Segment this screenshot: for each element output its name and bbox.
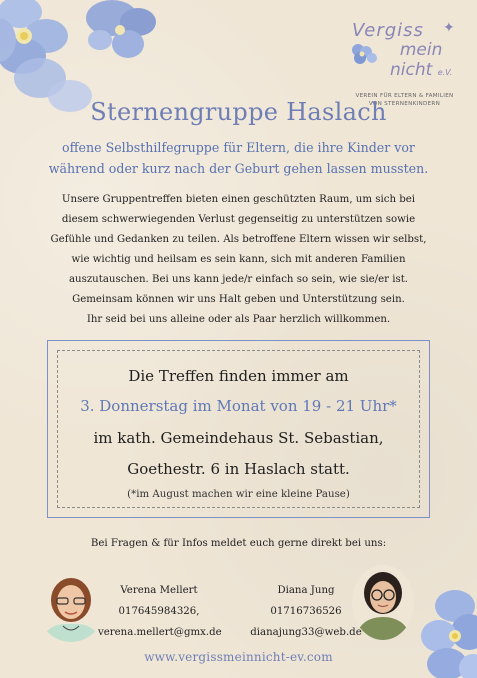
logo-subtitle-2: VON STERNENKINDERN: [368, 101, 441, 107]
contact-photo-verena: [37, 570, 105, 642]
logo-subtitle-1: VEREIN FÜR ELTERN & FAMILIEN: [355, 93, 454, 99]
description-line: Gefühle und Gedanken zu teilen. Als betroffene Eltern wissen wir selbst,: [50, 234, 427, 245]
logo-word-nicht: nicht: [390, 60, 433, 80]
contact-diana: [250, 580, 362, 643]
description-paragraph: [30, 190, 447, 330]
meeting-line-address: Goethestr. 6 in Haslach statt.: [127, 460, 350, 478]
forget-me-not-flower-icon: [407, 588, 477, 678]
page-title: Sternengruppe Haslach: [90, 98, 387, 126]
contact-name: Diana Jung: [277, 585, 335, 596]
logo-suffix: e.V.: [437, 68, 453, 77]
logo-word-mein: mein: [399, 40, 443, 60]
meeting-line-intro: Die Treffen finden immer am: [128, 367, 349, 385]
meeting-line-venue: im kath. Gemeindehaus St. Sebastian,: [93, 429, 384, 447]
meeting-line-time: 3. Donnerstag im Monat von 19 - 21 Uhr*: [80, 397, 397, 415]
contact-intro: Bei Fragen & für Infos meldet euch gerne direkt bei uns:: [90, 538, 387, 549]
meeting-note: (*im August machen wir eine kleine Pause): [127, 489, 350, 500]
description-line: diesem schwerwiegenden Verlust gegenseitig zu unterstützen sowie: [61, 214, 416, 225]
organization-logo: [342, 20, 467, 108]
description-line: Gemeinsam können wir uns Halt geben und Unterstützung sein.: [72, 294, 405, 305]
description-line: wie wichtig und heilsam es sein kann, sich mit anderen Familien: [71, 254, 406, 265]
contact-photo-diana: [352, 565, 414, 640]
description-line: Ihr seid bei uns alleine oder als Paar herzlich willkommen.: [86, 314, 391, 325]
contact-name: Verena Mellert: [120, 585, 198, 596]
logo-word-mein-nicht: [390, 40, 452, 80]
subtitle-line: während oder kurz nach der Geburt gehen lassen mussten.: [48, 161, 429, 176]
logo-flower-icon: [348, 42, 382, 66]
contact-email[interactable]: verena.mellert@gmx.de: [98, 627, 222, 638]
meeting-info-box: [47, 340, 430, 518]
logo-word-vergiss: Vergiss: [352, 20, 424, 41]
contact-verena: [98, 580, 220, 643]
contact-phone[interactable]: 017645984326,: [118, 606, 200, 617]
subtitle: [20, 137, 457, 179]
contact-email[interactable]: dianajung33@web.de: [250, 627, 362, 638]
description-line: auszutauschen. Bei uns kann jede/r einfach so sein, wie sie/er ist.: [68, 274, 409, 285]
website-link[interactable]: www.vergissmeinnicht-ev.com: [144, 650, 333, 664]
subtitle-line: offene Selbsthilfegruppe für Eltern, die ihre Kinder vor: [62, 140, 415, 155]
description-line: Unsere Gruppentreffen bieten einen geschützten Raum, um sich bei: [61, 194, 416, 205]
contact-phone[interactable]: 01716736526: [270, 606, 342, 617]
star-icon: ✦: [443, 20, 455, 36]
